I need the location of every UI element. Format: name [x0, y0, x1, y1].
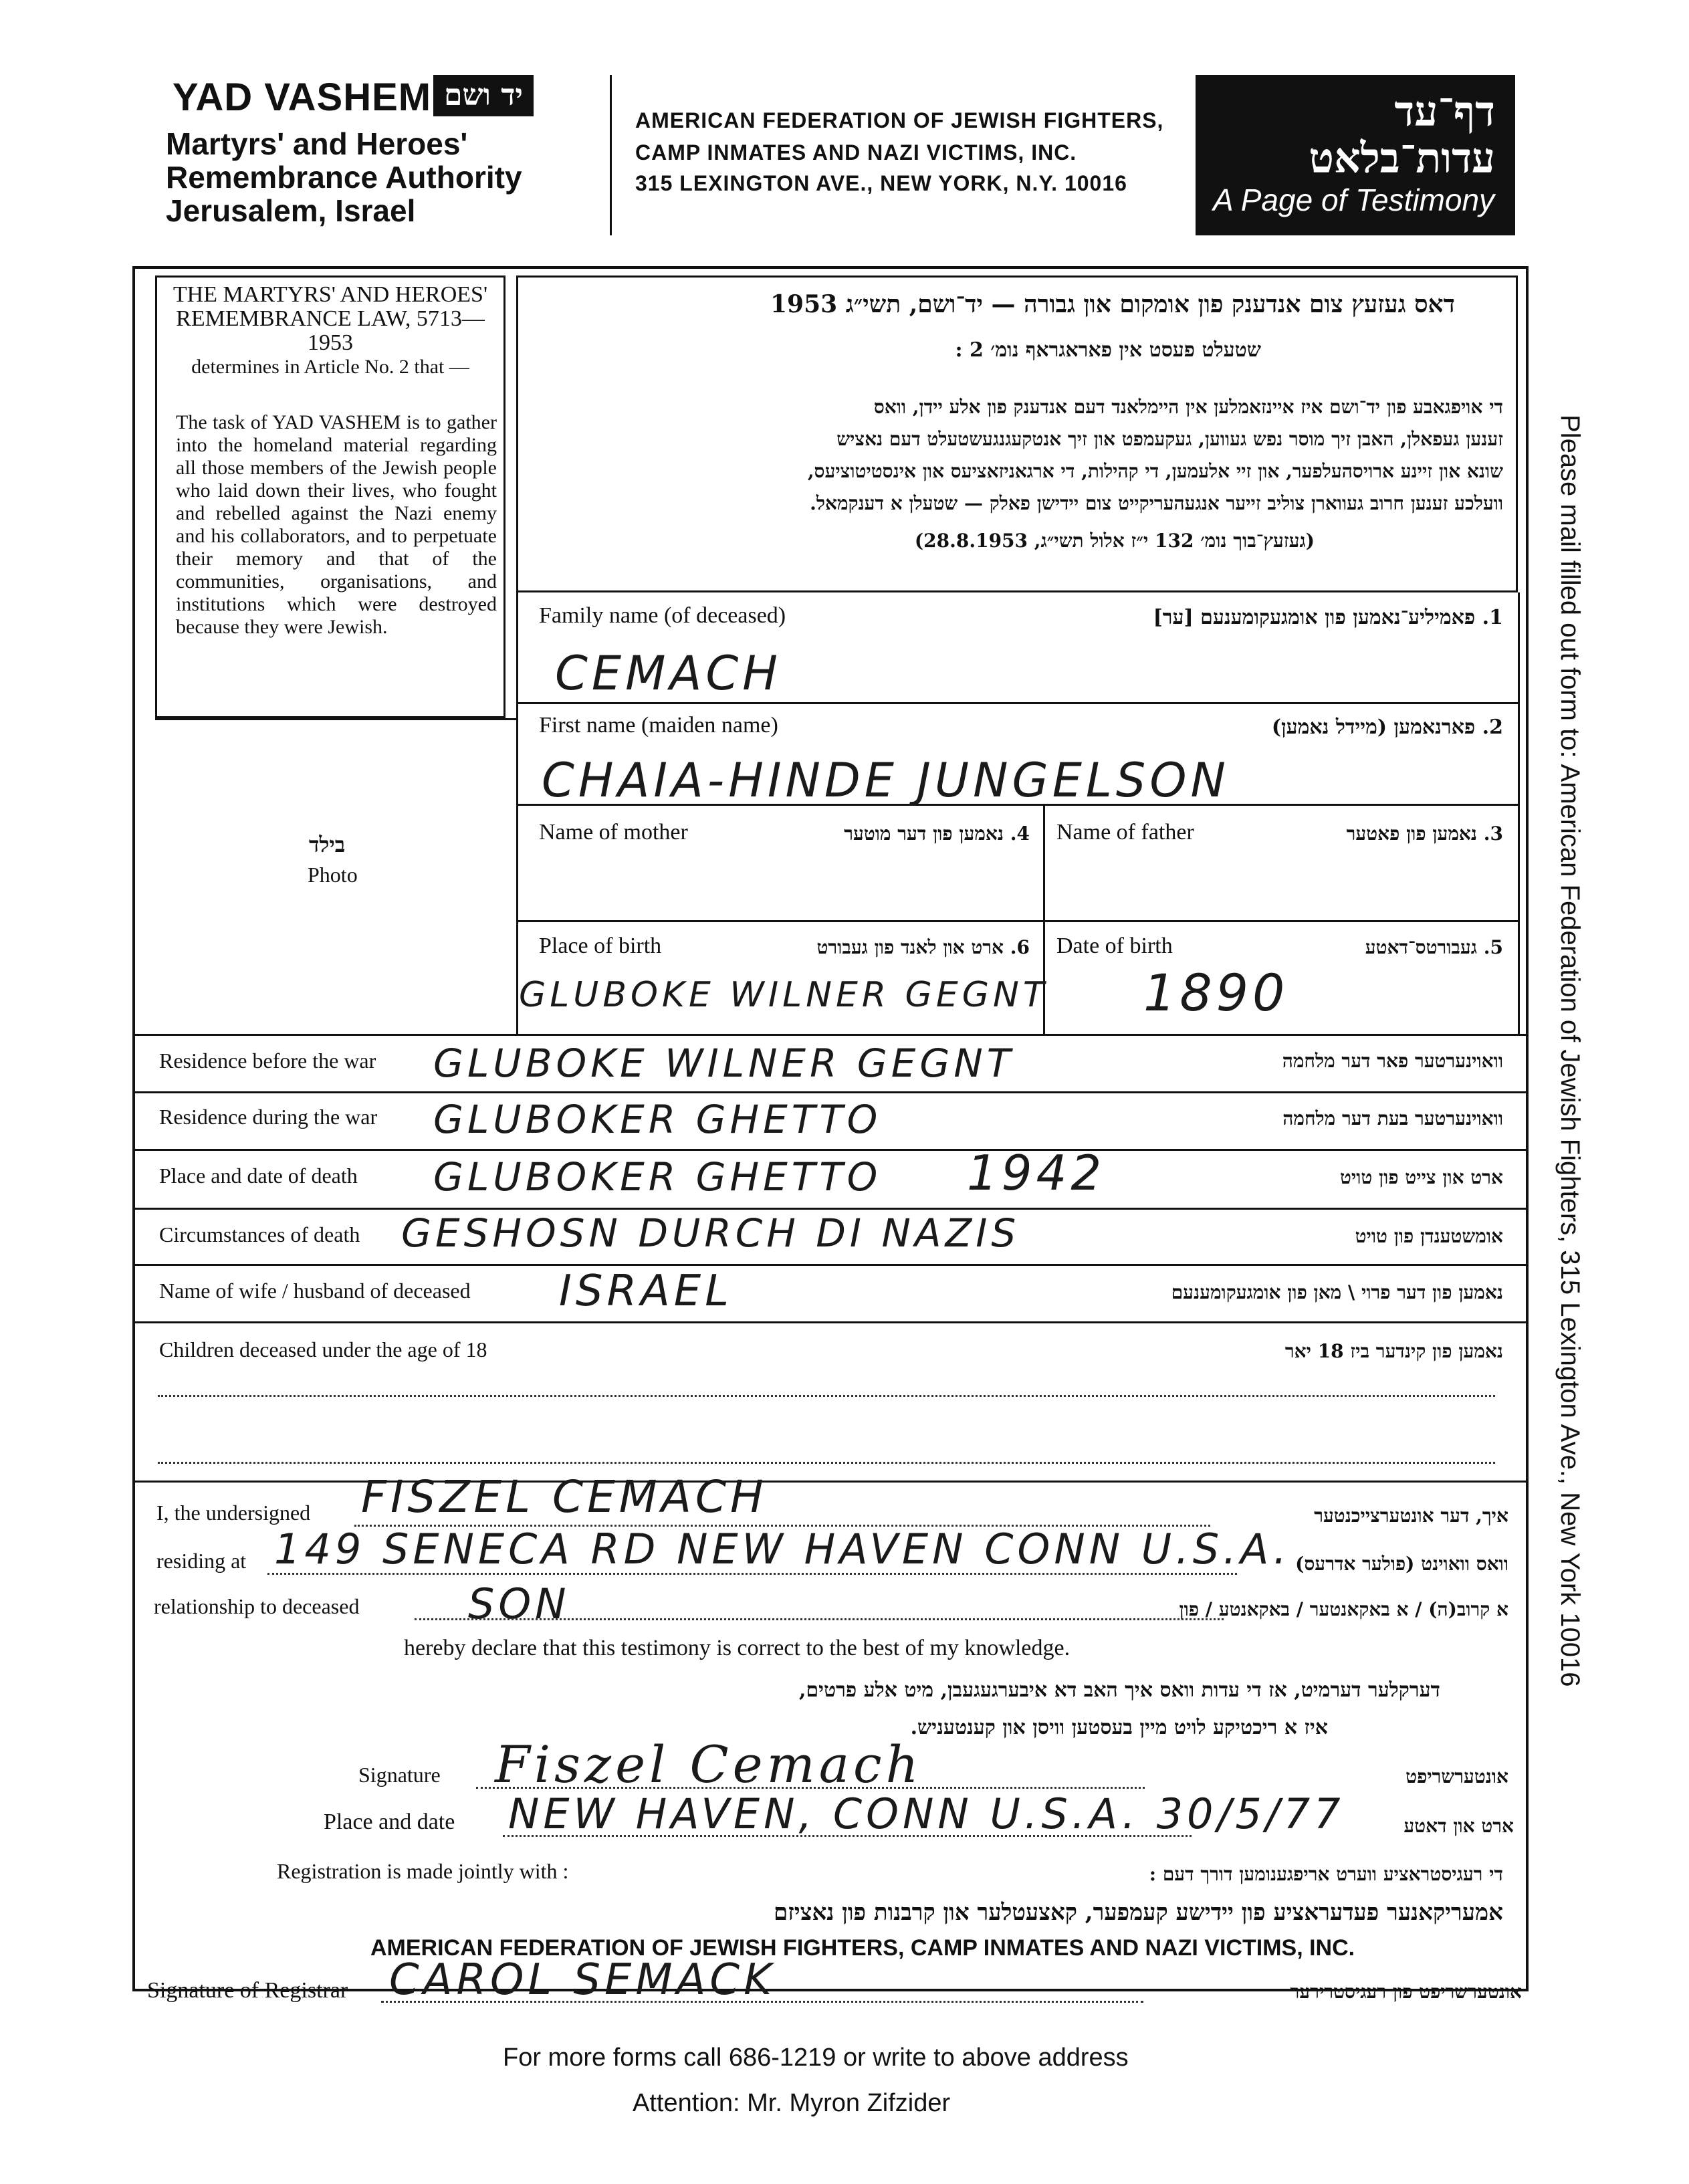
law-box — [155, 276, 505, 718]
spouse-hebrew: נאמען פון דער פרוי \ מאן פון אומגעקומענעם — [1171, 1281, 1503, 1303]
death-place-value[interactable]: GLUBOKER GHETTO — [433, 1154, 882, 1200]
law-divider — [155, 718, 516, 720]
relationship-value[interactable]: SON — [468, 1579, 570, 1628]
photo-hebrew-label: בילד — [309, 832, 346, 857]
residence-before-hebrew: וואוינערטער פאר דער מלחמה — [1282, 1050, 1503, 1072]
place-of-birth-label: Place of birth — [539, 934, 662, 958]
date-of-birth-value[interactable]: 1890 — [1143, 963, 1289, 1022]
yv-subtitle-1: Martyrs' and Heroes' — [166, 126, 468, 161]
row-line-2 — [132, 1091, 1529, 1093]
place-of-birth-value[interactable]: GLUBOKE WILNER GEGNT — [519, 975, 1048, 1015]
law-sub-text: determines in Article No. 2 that — — [191, 356, 469, 378]
death-year-value[interactable]: 1942 — [967, 1145, 1106, 1201]
children-line-1[interactable] — [158, 1395, 1495, 1397]
yiddish-law-6: וועלכע זענען חרוב געווארן צוליב זייער אנגעהעריקייט צום יידישן פאלק — שטעלן א דענקמאל. — [810, 492, 1503, 514]
footer-line-2: Attention: Mr. Myron Zifzider — [633, 2089, 951, 2117]
header-divider — [610, 75, 612, 235]
residence-during-value[interactable]: GLUBOKER GHETTO — [433, 1097, 882, 1142]
undersigned-hebrew: איך, דער אונטערצייכנטער — [1314, 1505, 1508, 1527]
grid-row-3 — [516, 920, 1519, 922]
place-date-value[interactable]: NEW HAVEN, CONN U.S.A. 30/5/77 — [508, 1789, 1345, 1838]
yiddish-law-4: זענען געפאלן, האבן זיך מוסר נפש געווען, געקעמפט און זיך אנטקעגנגעשטעלט דעם נאציש — [836, 428, 1503, 450]
yad-vashem-hebrew-logo: יד ושם — [433, 75, 534, 116]
mother-hebrew: 4. נאמען פון דער מוטער — [844, 823, 1030, 845]
residing-hebrew: וואס וואוינט (פולער אדרעס) — [1295, 1553, 1508, 1575]
row-line-4 — [132, 1208, 1529, 1210]
family-name-value[interactable]: CEMACH — [555, 646, 782, 701]
relationship-hebrew: א קרוב(ה) / א באקאנטער / באקאנטע / פון — [1179, 1598, 1508, 1620]
law-heading — [157, 283, 503, 379]
relationship-line — [415, 1618, 1224, 1620]
row-line-6 — [132, 1321, 1529, 1323]
federation-english: AMERICAN FEDERATION OF JEWISH FIGHTERS, CAMP INMATES AND NAZI VICTIMS, INC. — [370, 1935, 1355, 1961]
pot-hebrew-2: עדות־בלאט — [1309, 134, 1495, 183]
place-date-line — [503, 1835, 1192, 1837]
pot-hebrew-1: דף־עד — [1394, 87, 1495, 136]
residence-during-label: Residence during the war — [159, 1105, 378, 1129]
registrar-line — [381, 2001, 1143, 2003]
mother-label: Name of mother — [539, 820, 688, 845]
children-hebrew: נאמען פון קינדער ביז 18 יאר — [1284, 1340, 1503, 1362]
grid-right — [1518, 592, 1520, 1034]
residence-during-hebrew: וואוינערטער בעת דער מלחמה — [1282, 1107, 1503, 1129]
death-label: Place and date of death — [159, 1164, 358, 1188]
date-of-birth-label: Date of birth — [1056, 934, 1173, 958]
relationship-label: relationship to deceased — [154, 1594, 360, 1618]
declare-hebrew-1: דערקלער דערמיט, אז די עדות וואס איך האב דא איבערגעגעבן, מיט אלע פרטים, — [798, 1678, 1440, 1702]
date-of-birth-hebrew: 5. געבורטס־דאטע — [1365, 936, 1503, 958]
row-line-1 — [132, 1034, 1529, 1036]
yad-vashem-title: YAD VASHEM — [173, 76, 432, 119]
circumstances-label: Circumstances of death — [159, 1222, 360, 1246]
federation-line-3: 315 LEXINGTON AVE., NEW YORK, N.Y. 10016 — [635, 171, 1127, 195]
grid-row-1 — [516, 702, 1519, 704]
side-mailing-note: Please mail filled out form to: American Federation of Jewish Fighters, 315 Lexington Ave., New York 10016 — [1555, 415, 1585, 1687]
place-date-label: Place and date — [324, 1810, 455, 1834]
yv-subtitle-3: Jerusalem, Israel — [166, 193, 416, 228]
place-date-hebrew: ארט און דאטע — [1403, 1815, 1514, 1837]
family-name-label: Family name (of deceased) — [539, 603, 786, 628]
circumstances-value[interactable]: GESHOSN DURCH DI NAZIS — [401, 1210, 1020, 1256]
residing-line — [267, 1573, 1237, 1575]
residing-label: residing at — [156, 1549, 247, 1573]
residing-value[interactable]: 149 SENECA RD NEW HAVEN CONN U.S.A. — [274, 1525, 1291, 1573]
family-name-hebrew: 1. פאמיליע־נאמען פון אומגעקומענעם [ער] — [1153, 606, 1503, 629]
residence-before-label: Residence before the war — [159, 1049, 376, 1073]
signature-value[interactable]: Fiszel Cemach — [495, 1735, 923, 1794]
signature-hebrew: אונטערשריפט — [1405, 1765, 1508, 1787]
pot-english: A Page of Testimony — [1213, 183, 1495, 217]
death-hebrew: ארט און צייט פון טויט — [1339, 1166, 1503, 1188]
federation-hebrew: אמעריקאנער פעדעראציע פון יידישע קעמפער, קאצעטלער און קרבנות פון נאציזם — [774, 1899, 1503, 1926]
hereby-declare: hereby declare that this testimony is correct to the best of my knowledge. — [404, 1636, 1071, 1660]
row-line-3 — [132, 1149, 1529, 1151]
children-line-2[interactable] — [158, 1462, 1495, 1464]
grid-left — [516, 592, 518, 1034]
place-of-birth-hebrew: 6. ארט און לאנד פון געבורט — [816, 936, 1030, 958]
registration-label: Registration is made jointly with : — [277, 1859, 569, 1883]
federation-line-1: AMERICAN FEDERATION OF JEWISH FIGHTERS, — [635, 108, 1164, 132]
registrar-label: Signature of Registrar — [147, 1978, 348, 2003]
declare-hebrew-2: איז א ריכטיקע לויט מיין בעסטען וויסן און קענטעניש. — [910, 1716, 1328, 1739]
footer-line-1: For more forms call 686-1219 or write to above address — [503, 2044, 1129, 2072]
spouse-label: Name of wife / husband of deceased — [159, 1279, 471, 1303]
registrar-hebrew: אונטערשריפט פון רעגיסטרירער — [1290, 1981, 1522, 2003]
first-name-value[interactable]: CHAIA-HINDE JUNGELSON — [542, 753, 1230, 808]
yiddish-law-5: שונא און זיינע ארויסהעלפער, און זיי אלעמען, די קהילות, די ארגאניזאציעס און אינסטיטוציעס, — [807, 460, 1503, 482]
federation-line-2: CAMP INMATES AND NAZI VICTIMS, INC. — [635, 140, 1077, 165]
registrar-value[interactable]: CAROL SEMACK — [389, 1955, 776, 2005]
first-name-hebrew: 2. פארנאמען (מיידל נאמען) — [1271, 716, 1503, 739]
page-of-testimony-box — [1196, 75, 1515, 235]
father-hebrew: 3. נאמען פון פאטער — [1346, 823, 1503, 845]
yv-subtitle-2: Remembrance Authority — [166, 160, 522, 195]
yiddish-law-1: דאס געזעץ צום אנדענק פון אומקום און גבורה — יד־ושם, תשי״ג 1953 — [770, 290, 1455, 318]
signature-line — [476, 1787, 1145, 1789]
father-label: Name of father — [1056, 820, 1194, 845]
signature-label: Signature — [358, 1763, 441, 1787]
residence-before-value[interactable]: GLUBOKE WILNER GEGNT — [433, 1041, 1015, 1086]
law-heading-text: THE MARTYRS' AND HEROES' REMEMBRANCE LAW, 5713—1953 — [173, 282, 488, 355]
undersigned-value[interactable]: FISZEL CEMACH — [361, 1471, 768, 1523]
children-label: Children deceased under the age of 18 — [159, 1337, 487, 1361]
circumstances-hebrew: אומשטענדן פון טויט — [1355, 1225, 1503, 1247]
yiddish-law-2: שטעלט פעסט אין פאראגראף נומ׳ 2 : — [955, 338, 1261, 362]
first-name-label: First name (maiden name) — [539, 713, 778, 738]
row-line-5 — [132, 1264, 1529, 1266]
law-body: The task of YAD VASHEM is to gather into the homeland material regarding all those members of the Jewish people who laid down their lives, who fought and rebelled against the Nazi enemy and his collaborators, and to perpetuate their memory and that of the communities, organisations, and institutions which were destroyed because they were Jewish. — [176, 411, 497, 638]
yiddish-law-7: (געזעץ־בוך נומ׳ 132 י״ז אלול תשי״ג, 28.8.1953) — [914, 530, 1315, 552]
row-line-7 — [132, 1481, 1529, 1483]
spouse-value[interactable]: ISRAEL — [559, 1267, 733, 1316]
yiddish-law-3: די אויפגאבע פון יד־ושם איז איינזאמלען אין היימלאנד דעם אנדענק פון אלע יידן, וואס — [873, 396, 1503, 418]
photo-label: Photo — [308, 863, 358, 887]
registration-hebrew: די רעגיסטראציע ווערט אריפגענומען דורך דעם : — [1149, 1863, 1503, 1885]
undersigned-label: I, the undersigned — [156, 1501, 311, 1525]
